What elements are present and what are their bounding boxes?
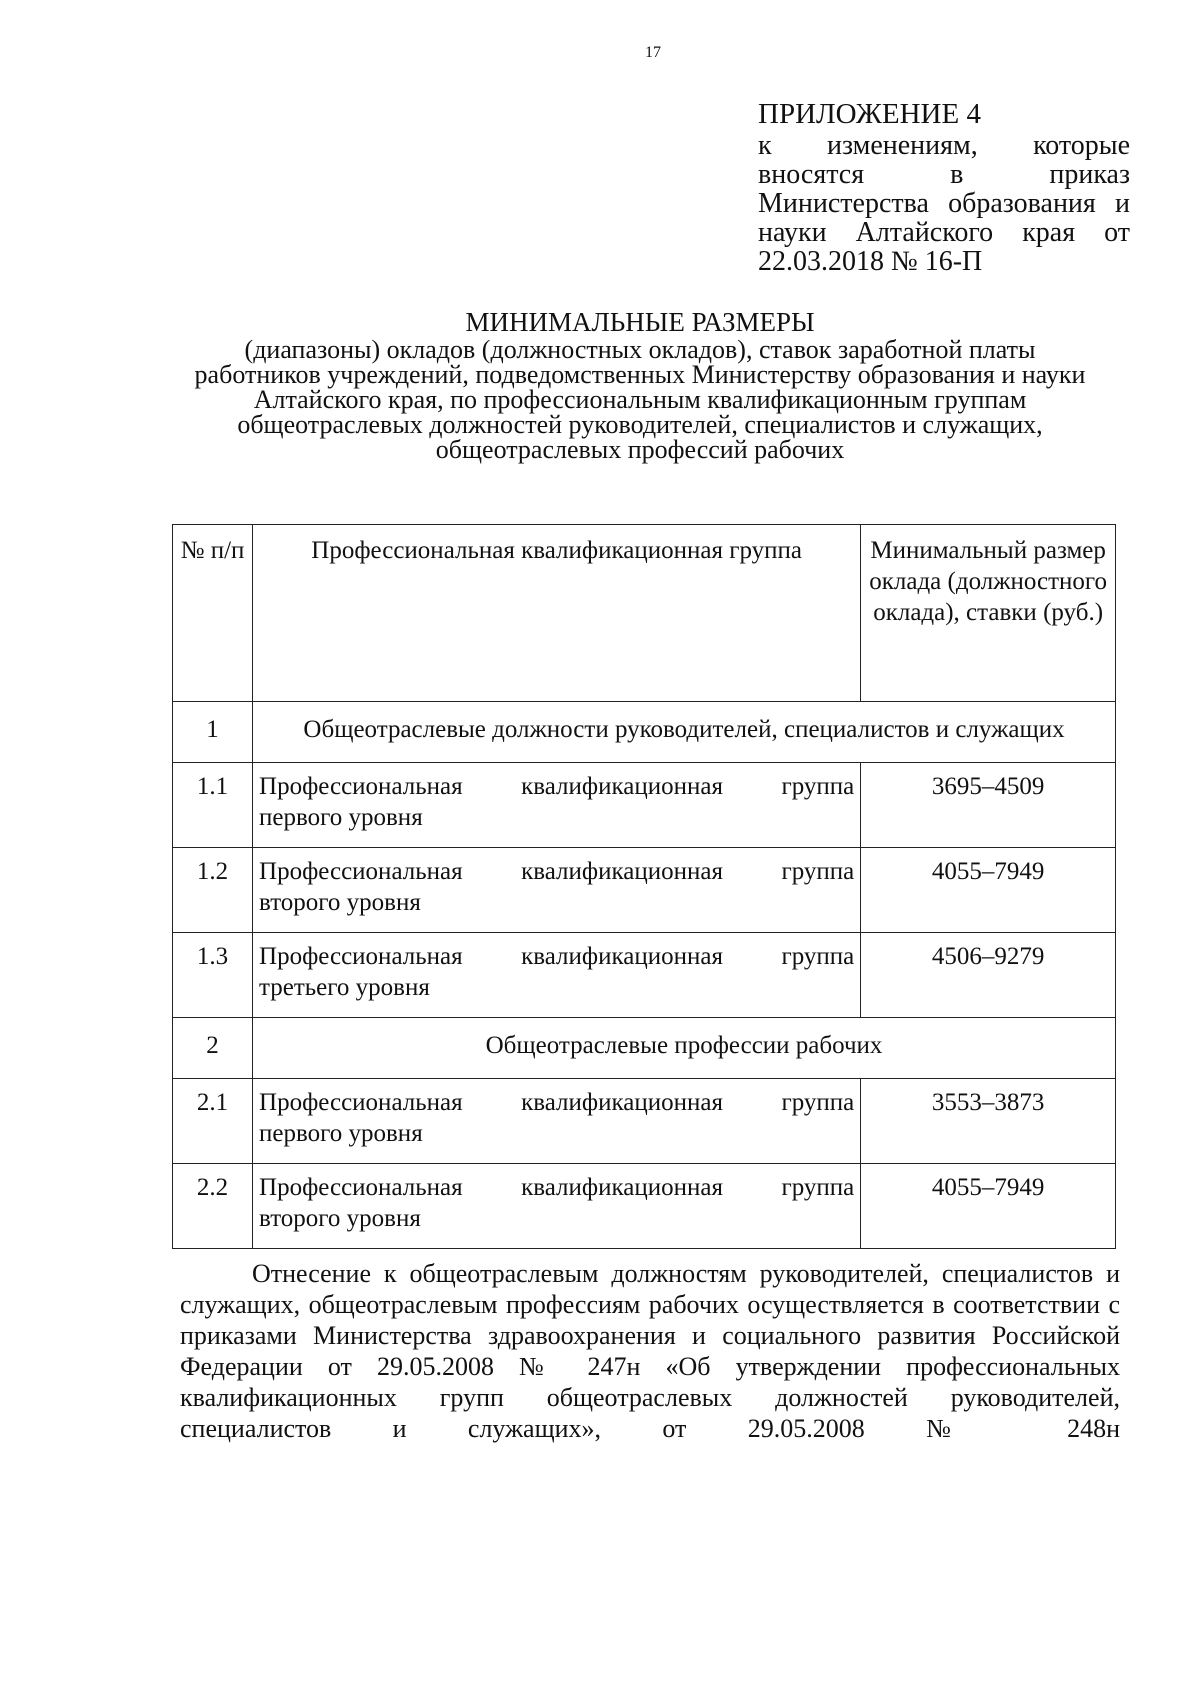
section-title: Общеотраслевые профессии рабочих [253,1018,1116,1079]
row-num: 1.1 [173,763,253,848]
row-group-line1: Профессиональная квалификационная группа [259,858,855,885]
row-num: 1.2 [173,848,253,933]
body-text [180,1258,1120,1444]
row-salary-range: 4506–9279 [861,933,1116,1018]
salary-table [172,524,1116,1249]
row-group-line2: третьего уровня [259,974,430,1001]
document-title: МИНИМАЛЬНЫЕ РАЗМЕРЫ [465,307,815,337]
row-group [253,1079,861,1164]
heading-line: работников учреждений, подведомственных Министерству образования и науки [194,360,1086,389]
page-number [0,44,1200,74]
body-paragraph: Отнесение к общеотраслевым должностям руководителей, специалистов и служащих, общеотраслевым профессиям рабочих осуществляется в соответствии с приказами Министерства здравоохранения и социального развития Российской Федерации от 29.05.2008 № 247н «Об утверждении профессиональных квалификационных групп общеотраслевых должностей руководителей, специалистов и служащих», от 29.05.2008 № 248н [180,1259,1120,1443]
appendix-line: 22.03.2018 № 16-П [758,246,983,277]
document-heading [160,307,1120,464]
table-row [173,1164,1116,1249]
appendix-line: вносятся в приказ [758,159,1130,190]
row-num: 2.2 [173,1164,253,1249]
table-row [173,1079,1116,1164]
row-group [253,1164,861,1249]
heading-line: (диапазоны) окладов (должностных окладов), ставок заработной платы [244,335,1036,364]
row-salary-range: 4055–7949 [861,1164,1116,1249]
appendix-line: Министерства образования и [758,188,1130,219]
table-row [173,763,1116,848]
appendix-line: к изменениям, которые [758,130,1130,161]
heading-line: Алтайского края, по профессиональным квалификационным группам [253,385,1027,414]
appendix-line: науки Алтайского края от [758,217,1130,248]
row-group [253,848,861,933]
header-num: № п/п [173,525,253,702]
header-group: Профессиональная квалификационная группа [253,525,861,702]
row-group-line1: Профессиональная квалификационная группа [259,943,855,970]
section-num: 2 [173,1018,253,1079]
header-min-salary: Минимальный размер оклада (должностного оклада), ставки (руб.) [861,525,1116,702]
row-group-line1: Профессиональная квалификационная группа [259,773,855,800]
row-group-line1: Профессиональная квалификационная группа [259,1089,855,1116]
row-group [253,933,861,1018]
section-row [173,1018,1116,1079]
table-row [173,933,1116,1018]
row-group-line2: второго уровня [259,889,421,916]
row-group-line2: первого уровня [259,804,423,831]
page-number-text: 17 [645,44,661,61]
row-num: 2.1 [173,1079,253,1164]
section-num: 1 [173,702,253,763]
table-header-row [173,525,1116,702]
row-group-line2: второго уровня [259,1205,421,1232]
section-row [173,702,1116,763]
table-row [173,848,1116,933]
row-salary-range: 4055–7949 [861,848,1116,933]
heading-line: общеотраслевых должностей руководителей, специалистов и служащих, [237,410,1043,439]
appendix-title: ПРИЛОЖЕНИЕ 4 [758,98,981,130]
appendix-block [758,100,1130,276]
row-num: 1.3 [173,933,253,1018]
row-group [253,763,861,848]
row-salary-range: 3695–4509 [861,763,1116,848]
row-group-line1: Профессиональная квалификационная группа [259,1174,855,1201]
row-group-line2: первого уровня [259,1120,423,1147]
heading-line: общеотраслевых профессий рабочих [435,435,845,464]
section-title: Общеотраслевые должности руководителей, специалистов и служащих [253,702,1116,763]
row-salary-range: 3553–3873 [861,1079,1116,1164]
